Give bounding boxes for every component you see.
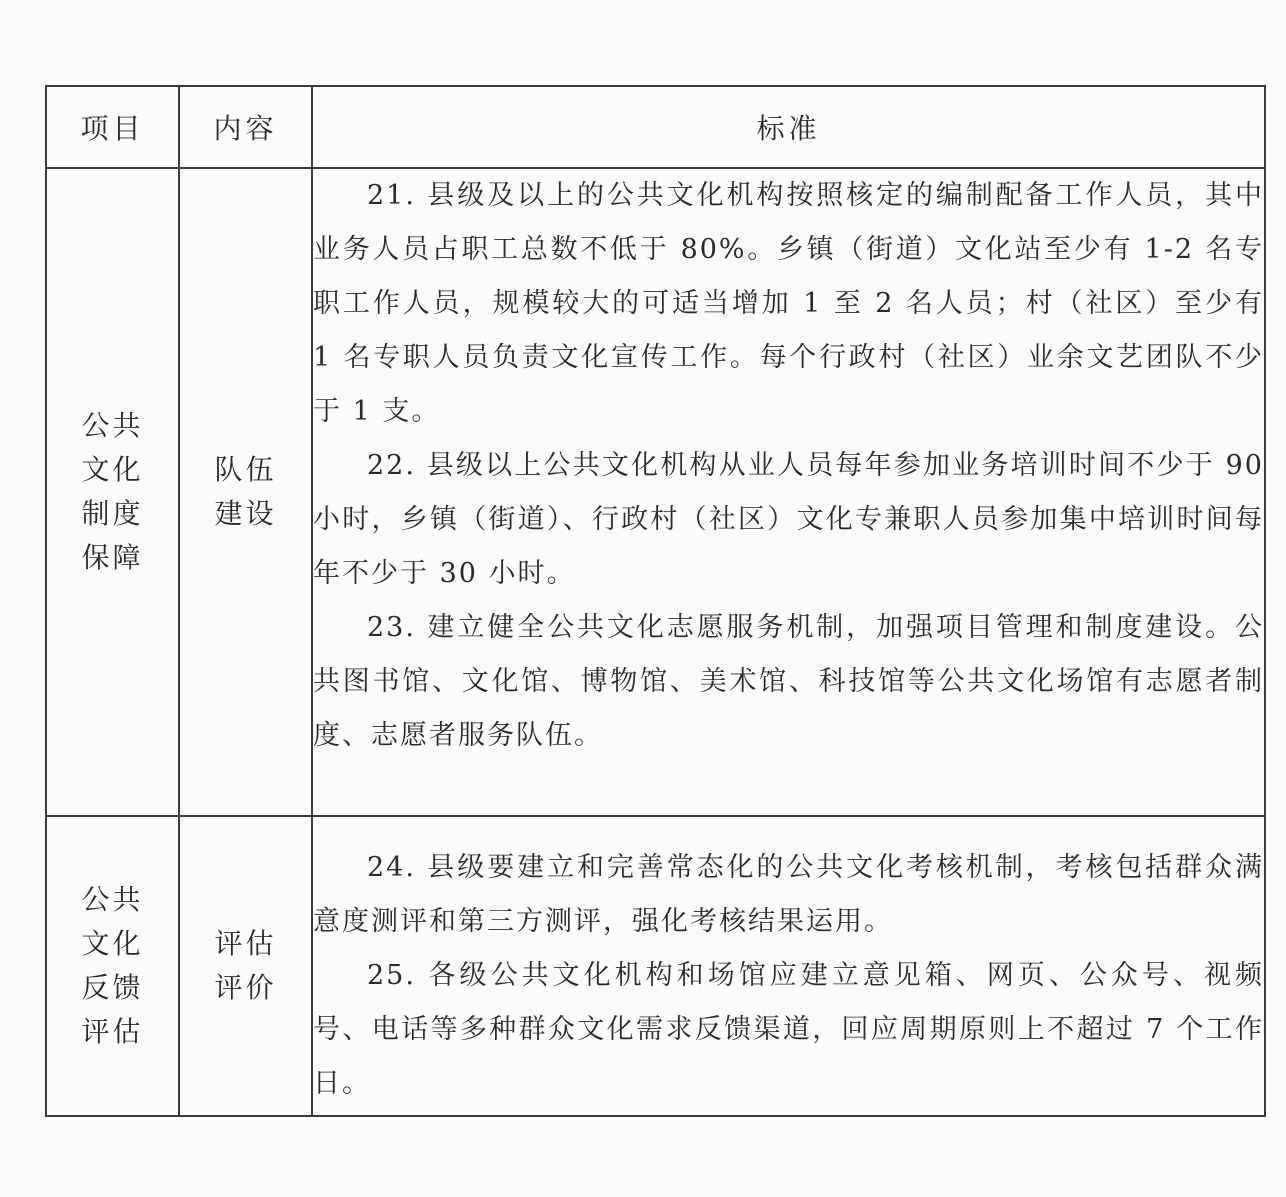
row-item-text: 公共文化反馈评估 — [81, 883, 144, 1048]
row-item-cell — [46, 168, 179, 816]
table-row — [46, 168, 1265, 816]
row-content-cell — [179, 816, 312, 1116]
standard-item-21: 21. 县级及以上的公共文化机构按照核定的编制配备工作人员，其中业务人员占职工总数不低于 80%。乡镇（街道）文化站至少有 1-2 名专职工作人员，规模较大的可适当增加 1 至 2 名人员；村（社区）至少有 1 名专职人员负责文化宣传工作。每个行政村（社区）业余文艺团队不少于 1 支。 — [313, 180, 1264, 427]
row-content-text: 评估评价 — [214, 927, 277, 1004]
row-item-cell — [46, 816, 179, 1116]
table-header-row — [46, 86, 1265, 168]
row-content-cell — [179, 168, 312, 816]
standard-item-24: 24. 县级要建立和完善常态化的公共文化考核机制，考核包括群众满意度测评和第三方测评，强化考核结果运用。 — [313, 852, 1264, 937]
row-standard-cell — [312, 168, 1265, 816]
table-row — [46, 816, 1265, 1116]
standards-table — [45, 85, 1266, 1117]
header-content: 内容 — [179, 86, 312, 168]
row-standard-cell — [312, 816, 1265, 1116]
row-content-text: 队伍建设 — [214, 453, 277, 530]
standard-item-25: 25. 各级公共文化机构和场馆应建立意见箱、网页、公众号、视频号、电话等多种群众文化需求反馈渠道，回应周期原则上不超过 7 个工作日。 — [313, 960, 1264, 1099]
standard-item-22: 22. 县级以上公共文化机构从业人员每年参加业务培训时间不少于 90 小时，乡镇（街道）、行政村（社区）文化专兼职人员参加集中培训时间每年不少于 30 小时。 — [313, 450, 1264, 589]
row-item-text: 公共文化制度保障 — [81, 409, 144, 574]
standard-item-23: 23. 建立健全公共文化志愿服务机制，加强项目管理和制度建设。公共图书馆、文化馆、博物馆、美术馆、科技馆等公共文化场馆有志愿者制度、志愿者服务队伍。 — [313, 612, 1264, 751]
header-standard: 标准 — [312, 86, 1265, 168]
header-item: 项目 — [46, 86, 179, 168]
